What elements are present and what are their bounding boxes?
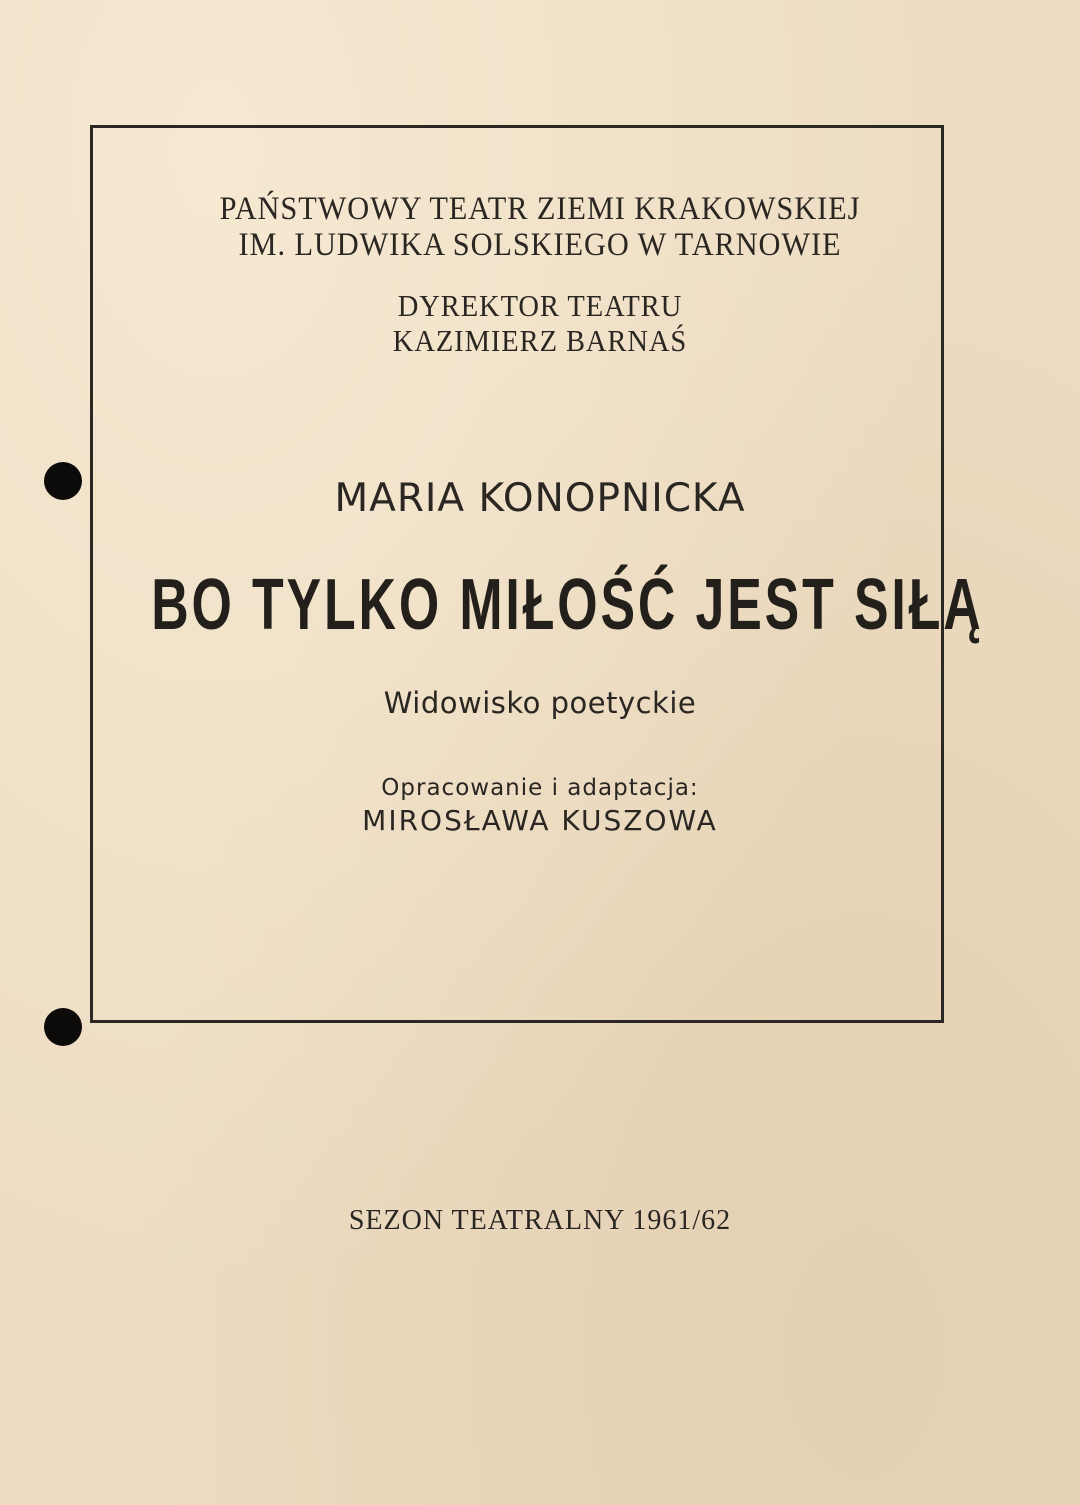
director-name: KAZIMIERZ BARNAŚ	[392, 323, 688, 358]
author-name: MARIA KONOPNICKA	[334, 476, 746, 521]
play-title: BO TYLKO MIŁOŚĆ JEST SIŁĄ	[151, 565, 984, 645]
season-line: SEZON TEATRALNY 1961/62	[348, 1205, 732, 1236]
director-label: DYREKTOR TEATRU	[397, 288, 683, 323]
theatre-name-line-1: PAŃSTWOWY TEATR ZIEMI KRAKOWSKIEJ	[219, 191, 861, 227]
adaptation-label: Opracowanie i adaptacja:	[381, 775, 699, 801]
punch-hole-bottom	[44, 1008, 82, 1046]
theatre-name-line-2: IM. LUDWIKA SOLSKIEGO W TARNOWIE	[238, 227, 842, 263]
adaptation-name: MIROSŁAWA KUSZOWA	[362, 804, 718, 837]
play-subtitle: Widowisko poetyckie	[383, 686, 697, 720]
